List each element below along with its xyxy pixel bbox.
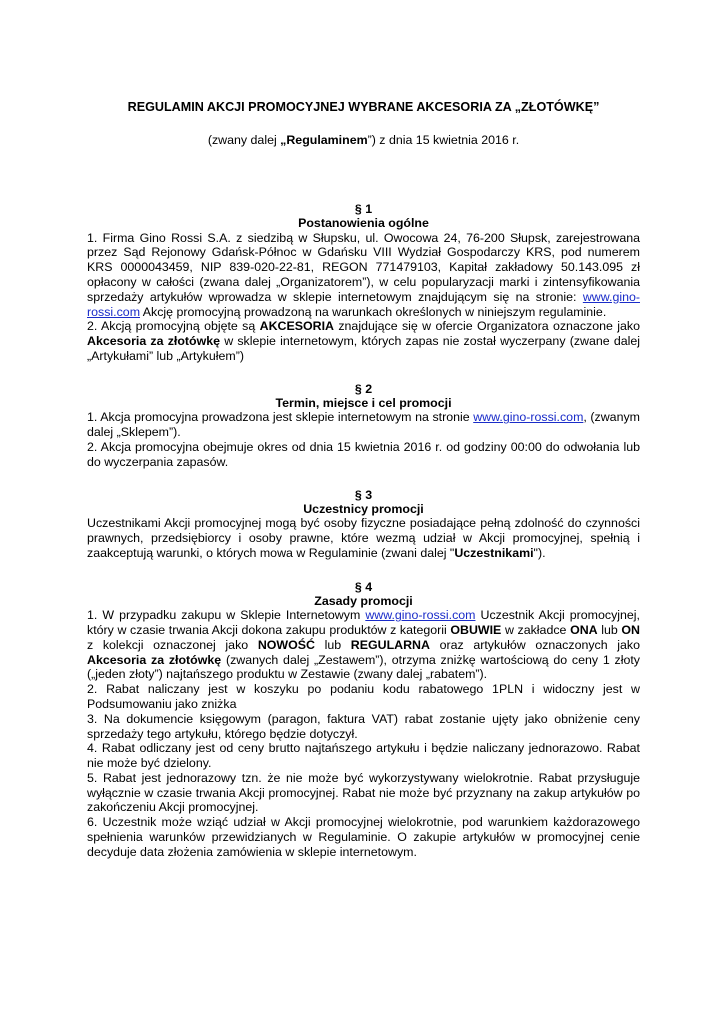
document-page (87, 100, 640, 860)
subtitle-post: ”) z dnia 15 kwietnia 2016 r. (367, 133, 520, 147)
section-3-title: Uczestnicy promocji (303, 501, 424, 516)
s1-p1-text-b: Akcję promocyjną prowadzoną na warunkach określonych w niniejszym regulaminie. (140, 304, 607, 319)
section-4-paragraph-6: 6. Uczestnik może wziąć udział w Akcji promocyjnej wielokrotnie, pod warunkiem każdorazowego spełnienia warunków przewidzianych w Regulaminie. O zakupie artykułów w promocyjnej cenie decyduje data złożenia zamówienia w sklepie internetowym. (87, 815, 640, 859)
s3-p1-bold: Uczestnikami (454, 545, 534, 560)
document-subtitle (87, 133, 640, 148)
s4-p1-text-f: lub (314, 637, 351, 652)
section-2-title: Termin, miejsce i cel promocji (275, 396, 452, 411)
s1-p2-text-c: w sklepie internetowym, których zapas nie został wyczerpany (zwane dalej „Artykułami” lub „Artykułem”) (87, 334, 641, 363)
section-2-paragraph-1 (87, 410, 640, 440)
s3-p1-text-b: "). (533, 545, 546, 560)
s3-p1-text-a: Uczestnikami Akcji promocyjnej mogą być osoby fizyczne posiadające pełną zdolność do czynności prawnych, przedsiębiorcy i osoby prawne, które wezmą udział w Akcji promocyjnej, spełnią i zaakceptują warunki, o których mowa w Regulaminie (zwani dalej " (87, 516, 640, 560)
s1-p2-bold-2: Akcesoria za złotówkę (87, 334, 221, 349)
section-2-paragraph-2: 2. Akcja promocyjna obejmuje okres od dnia 15 kwietnia 2016 r. od godziny 00:00 do odwołania lub do wyczerpania zapasów. (87, 439, 640, 469)
s4-p1-link[interactable]: www.gino-rossi.com (365, 608, 476, 623)
section-4 (87, 580, 640, 860)
subtitle-pre: (zwany dalej (207, 133, 281, 147)
section-1-paragraph-1 (87, 231, 640, 320)
s4-p1-text-h: (zwanych dalej „Zestawem”), otrzyma zniżkę wartościową do ceny 1 złoty („jeden złoty”) najtańszego produktu w Zestawie (zwany dalej „rabatem”). (87, 652, 641, 682)
s2-p1-text-a: 1. Akcja promocyjna prowadzona jest sklepie internetowym na stronie (87, 410, 474, 425)
document-title: REGULAMIN AKCJI PROMOCYJNEJ WYBRANE AKCESORIA ZA „ZŁOTÓWKĘ” (127, 100, 600, 114)
section-4-number: § 4 (354, 579, 373, 594)
s1-p1-link[interactable]: www.gino-rossi.com (87, 289, 640, 319)
section-3 (87, 488, 640, 561)
s1-p1-text-a: 1. Firma Gino Rossi S.A. z siedzibą w Słupsku, ul. Owocowa 24, 76-200 Słupsk, zarejestrowana przez Sąd Rejonowy Gdańsk-Północ w Gdańsku VIII Wydział Gospodarczy KRS, pod numerem KRS 0000043459, NIP 839-020-22-81, REGON 771479103, Kapitał zakładowy 50.143.095 zł opłacony w całości (zwana dalej „Organizatorem”), w celu popularyzacji marki i zintensyfikowania sprzedaży artykułów wprowadza w sklepie internetowym znajdującym się na stronie: (87, 230, 640, 304)
s1-p2-bold-1: AKCESORIA (259, 319, 334, 334)
s2-p1-text-b: , (zwanym dalej „Sklepem”). (87, 410, 640, 440)
s4-p1-text-a: 1. W przypadku zakupu w Sklepie Internetowym (87, 608, 366, 623)
s4-p1-text-d: lub (597, 622, 622, 637)
section-3-number: § 3 (354, 487, 373, 502)
section-1-paragraph-2 (87, 319, 640, 363)
subtitle-bold: „Regulaminem (280, 133, 368, 147)
s4-p1-bold-2: ONA (570, 622, 598, 637)
section-2-number: § 2 (354, 381, 373, 396)
s4-p1-bold-6: Akcesoria za złotówkę (87, 652, 222, 667)
section-3-paragraph-1 (87, 516, 640, 560)
s4-p1-text-c: w zakładce (501, 622, 571, 637)
s4-p1-bold-4: NOWOŚĆ (257, 637, 315, 652)
s1-p2-text-b: znajdujące się w ofercie Organizatora oznaczone jako (333, 319, 640, 334)
section-1-number: § 1 (354, 202, 373, 216)
s4-p1-text-e: z kolekcji oznaczonej jako (87, 637, 258, 652)
s4-p1-text-b: Uczestnik Akcji promocyjnej, który w czasie trwania Akcji dokona zakupu produktów z kategorii (87, 608, 640, 637)
s2-p1-link[interactable]: www.gino-rossi.com (473, 410, 584, 425)
s1-p2-text-a: 2. Akcją promocyjną objęte są (87, 319, 260, 334)
section-4-paragraph-1 (87, 608, 640, 682)
section-4-paragraph-4: 4. Rabat odliczany jest od ceny brutto najtańszego artykułu i będzie naliczany jednorazowo. Rabat nie może być dzielony. (87, 741, 640, 771)
s4-p1-bold-3: ON (621, 622, 640, 637)
section-4-paragraph-3: 3. Na dokumencie księgowym (paragon, faktura VAT) rabat zostanie ujęty jako obniżenie ceny sprzedaży tego artykułu, którego będzie dotyczył. (87, 711, 640, 741)
section-1-title: Postanowienia ogólne (298, 216, 429, 231)
section-4-paragraph-2: 2. Rabat naliczany jest w koszyku po podaniu kodu rabatowego 1PLN i widoczny jest w Podsumowaniu jako zniżka (87, 682, 640, 711)
section-1 (87, 202, 640, 364)
section-4-paragraph-5: 5. Rabat jest jednorazowy tzn. że nie może być wykorzystywany wielokrotnie. Rabat przysługuje wyłącznie w czasie trwania Akcji promocyjnej. Rabat nie może być przyznany na zakup artykułów po zakończeniu Akcji promocyjnej. (87, 770, 640, 815)
s4-p1-bold-1: OBUWIE (450, 622, 502, 637)
section-2 (87, 382, 640, 470)
s4-p1-text-g: oraz artykułów oznaczonych jako (429, 637, 641, 652)
section-4-title: Zasady promocji (314, 593, 413, 608)
s4-p1-bold-5: REGULARNA (350, 637, 430, 652)
